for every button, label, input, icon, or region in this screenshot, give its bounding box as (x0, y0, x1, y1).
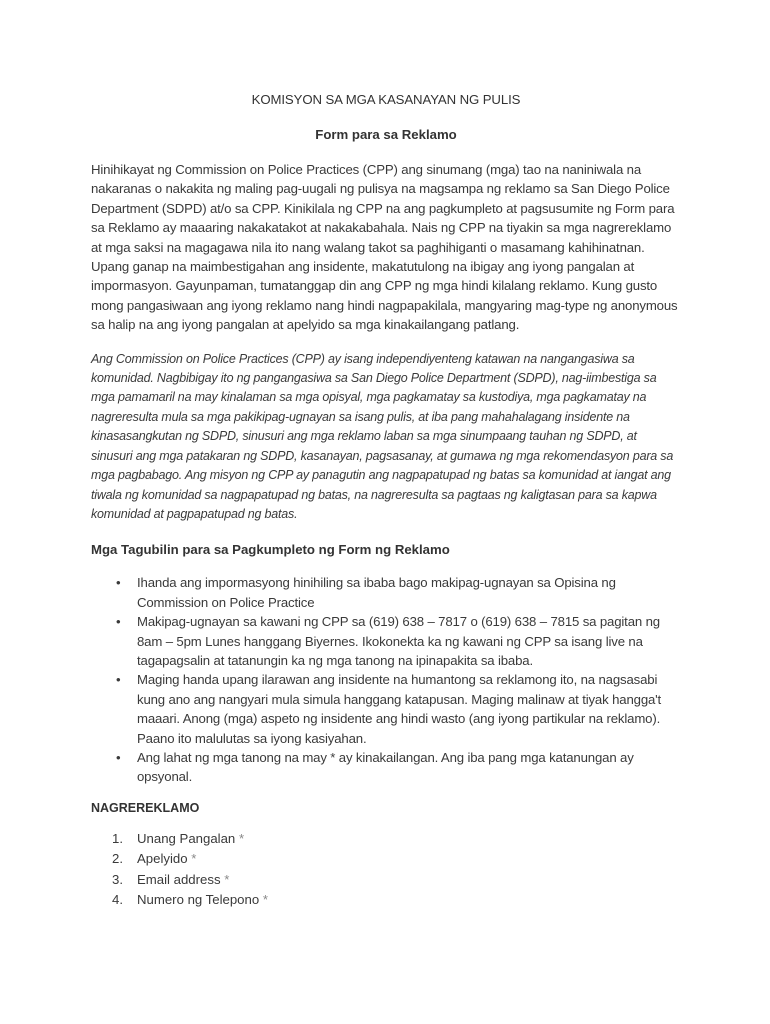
required-mark: * (191, 851, 197, 867)
instruction-text: Makipag-ugnayan sa kawani ng CPP sa (619) 638 – 7817 o (619) 638 – 7815 sa pagitan ng 8am – 5pm Lunes hanggang Biyernes. Ikokonekta ka ng kawani ng CPP sa isang live na tagapagsalin at tatanungin ka ng mga tanong na ipinapakita sa ibaba. (137, 614, 660, 668)
bullet-icon: • (116, 614, 121, 630)
field-number: 2. (112, 851, 123, 867)
document-title: KOMISYON SA MGA KASANAYAN NG PULIS (251, 92, 521, 107)
field-item-email (112, 870, 681, 891)
complainant-fields-list (91, 829, 681, 911)
required-mark: * (262, 892, 269, 908)
bullet-icon: • (116, 575, 121, 591)
document-page (91, 92, 681, 911)
field-label: Email address (137, 871, 221, 887)
field-item-first-name (112, 829, 681, 850)
field-number: 3. (112, 871, 123, 887)
field-label: Unang Pangalan (137, 830, 236, 846)
list-item (116, 573, 681, 612)
intro-paragraph: Hinihikayat ng Commission on Police Practices (CPP) ang sinumang (mga) tao na naniniwala na nakaranas o nakakita ng maling pag-uugali ng pulisya na magsampa ng reklamo sa San Diego Police Department (SDPD) at/o sa CPP. Kinikilala ng CPP na ang pagkumpleto at pagsusumite ng Form para sa Reklamo ay maaaring nakakatakot at nakakabahala. Nais ng CPP na tiyakin sa mga nagrereklamo at mga saksi na magagawa nila ito nang walang takot sa paghihiganti o masamang kahihinatnan. Upang ganap na maimbestigahan ang insidente, makatutulong na ibigay ang iyong pangalan at impormasyon. Gayunpaman, tumatanggap din ang CPP ng mga hindi kilalang reklamo. Kung gusto mong pangasiwaan ang iyong reklamo nang hindi nagpapakilala, mangyaring mag-type ng anonymous sa halip na ang iyong pangalan at apelyido sa mga kinakailangang patlang. (91, 162, 678, 333)
field-item-last-name (112, 849, 681, 870)
instruction-text: Maging handa upang ilarawan ang insidente na humantong sa reklamong ito, na nagsasabi kung ano ang nangyari mula simula hanggang katapusan. Maging malinaw at tiyak hangga't maaari. Anong (mga) aspeto ng insidente ang hindi wasto (ang iyong partikular na reklamo). Paano ito malulutas sa iyong kasiyahan. (137, 672, 662, 746)
field-number: 1. (112, 830, 123, 846)
instructions-list (91, 573, 681, 786)
instruction-text: Ihanda ang impormasyong hinihiling sa ibaba bago makipag-ugnayan sa Opisina ng Commission on Police Practice (137, 575, 616, 610)
list-item (116, 612, 681, 670)
required-mark: * (224, 871, 230, 887)
field-label: Apelyido (137, 851, 188, 867)
field-label: Numero ng Telepono (137, 892, 260, 908)
instruction-text: Ang lahat ng mga tanong na may * ay kinakailangan. Ang iba pang mga katanungan ay opsyonal. (137, 749, 634, 785)
bullet-icon: • (116, 749, 121, 765)
instructions-heading: Mga Tagubilin para sa Pagkumpleto ng Form ng Reklamo (91, 542, 450, 558)
list-item (116, 670, 681, 748)
document-subtitle: Form para sa Reklamo (315, 127, 457, 142)
bullet-icon: • (116, 672, 121, 688)
required-mark: * (238, 830, 245, 846)
field-number: 4. (112, 892, 123, 908)
list-item (116, 748, 681, 787)
mission-paragraph: Ang Commission on Police Practices (CPP) ay isang independiyenteng katawan na nangangasiwa sa komunidad. Nagbibigay ito ng pangangasiwa sa San Diego Police Department (SDPD), nag-iimbestiga sa mga pamamaril na may kinalaman sa mga opisyal, mga pagkamatay sa kustodiya, mga pagkamatay na nagreresulta mula sa mga pakikipag-ugnayan sa isang pulis, at iba pang mahahalagang insidente na kinasasangkutan ng SDPD, sinusuri ang mga reklamo laban sa mga sinumpaang tauhan ng SDPD, at sinusuri ang mga patakaran ng SDPD, kasanayan, pagsasanay, at gumawa ng mga rekomendasyon para sa mga pagbabago. Ang misyon ng CPP ay panagutin ang nagpapatupad ng batas sa komunidad at iangat ang tiwala ng komunidad sa nagpapatupad ng batas, na nagreresulta sa pagtaas ng kaligtasan para sa kapwa komunidad at pagpapatupad ng batas. (91, 351, 674, 521)
field-item-phone (112, 890, 681, 911)
complainant-heading: NAGREREKLAMO (91, 800, 200, 815)
